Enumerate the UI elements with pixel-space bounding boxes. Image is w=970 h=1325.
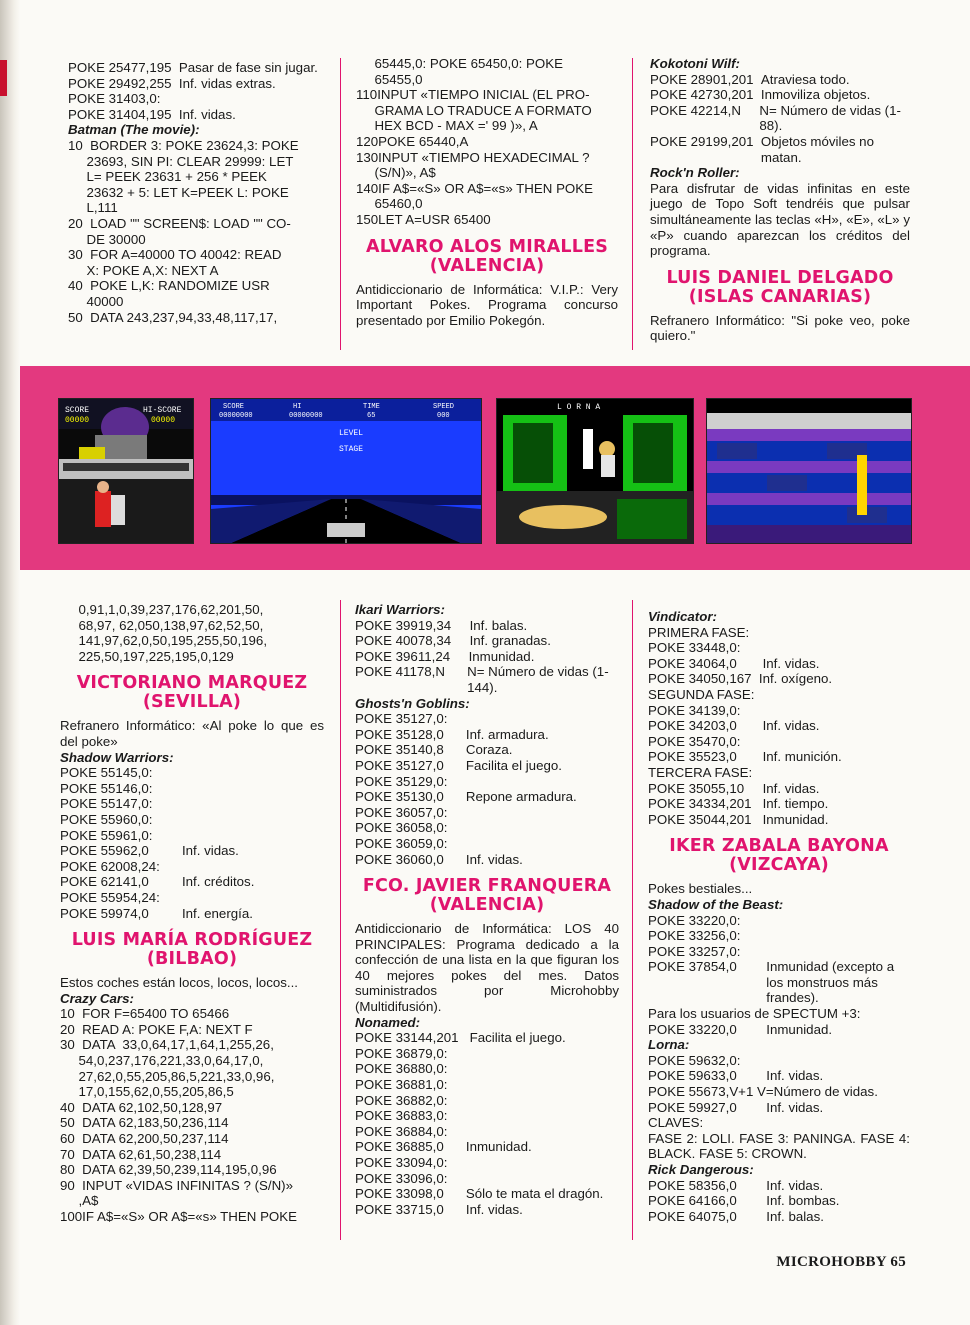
game-title: Lorna: [648, 1037, 690, 1053]
poke-code: POKE 59633,0 [648, 1068, 767, 1084]
poke-entry [355, 789, 619, 805]
poke-entry [648, 1178, 910, 1194]
poke-entry [648, 671, 910, 687]
poke-entry [648, 1209, 910, 1225]
poke-effect: Inf. tiempo. [762, 796, 829, 812]
cc-speed-label: SPEED [433, 403, 455, 411]
code-line: POKE 36059,0: [355, 835, 448, 851]
author-heading: IKER ZABALA BAYONA (VIZCAYA) [669, 836, 889, 876]
code-line: 50 DATA 243,237,94,33,48,117,17, [68, 309, 278, 325]
poke-entry [355, 852, 619, 868]
poke-effect: Inmunidad. [766, 1021, 833, 1037]
code-line: 150LET A=USR 65400 [356, 211, 491, 227]
poke-entry [355, 758, 619, 774]
code-line: 0,91,1,0,39,237,176,62,201,50, [60, 602, 264, 617]
sw-score-digits: 00000 [65, 416, 90, 425]
code-line: 23632 + 5: LET K=PEEK L: POKE [68, 184, 289, 200]
cc-level-label: LEVEL [339, 429, 364, 438]
paragraph: Para los usuarios de SPECTUM +3: [648, 1006, 861, 1022]
poke-effect: Inf. armadura. [465, 726, 549, 742]
page-spine [0, 0, 20, 1325]
author-heading: LUIS MARÍA RODRÍGUEZ (BILBAO) [71, 930, 313, 970]
poke-effect: Inf. vidas. [766, 1068, 824, 1084]
game-title: Rock'n Roller: [650, 165, 740, 181]
poke-code: POKE 35044,201 [648, 811, 763, 827]
code-line: POKE 36881,0: [355, 1077, 448, 1093]
poke-code: POKE 55673,V+1 [648, 1084, 758, 1100]
poke-code: POKE 64075,0 [648, 1208, 767, 1224]
cc-hi-label: HI [293, 403, 302, 411]
poke-entry [68, 60, 330, 76]
poke-code: POKE 34050,167 [648, 671, 759, 687]
column-rule [340, 58, 341, 350]
poke-code: POKE 34334,201 [648, 796, 763, 812]
poke-effect: Coraza. [465, 742, 513, 758]
cc-hi-digits: 00000000 [289, 412, 323, 420]
code-line: POKE 55145,0: [60, 765, 153, 781]
poke-entry [355, 1186, 619, 1202]
poke-entry [60, 874, 324, 890]
code-line: 141,97,62,0,50,195,255,50,196, [60, 633, 268, 649]
poke-effect: Inf. vidas. [465, 1201, 523, 1217]
poke-entry [650, 134, 910, 165]
paragraph: Pokes bestiales... [648, 881, 753, 897]
code-line: 90 INPUT «VIDAS INFINITAS ? (S/N)» [60, 1177, 294, 1193]
code-line: POKE 36883,0: [355, 1108, 448, 1124]
code-line: POKE 35470,0: [648, 733, 741, 749]
poke-effect: Inmoviliza objetos. [760, 87, 871, 103]
poke-entry [648, 749, 910, 765]
code-line: 40 POKE L,K: RANDOMIZE USR [68, 278, 270, 294]
code-line: POKE 55960,0: [60, 811, 153, 827]
game-title: Ghosts'n Goblins: [355, 695, 470, 711]
poke-entry [355, 633, 619, 649]
poke-code: POKE 29492,255 [68, 75, 179, 91]
code-line: L,111 [68, 200, 118, 216]
game-title: Ikari Warriors: [355, 602, 445, 617]
code-line: 225,50,197,225,195,0,129 [60, 648, 234, 664]
poke-entry [355, 1202, 619, 1218]
code-line: POKE 34139,0: [648, 702, 741, 718]
poke-effect: Inf. balas. [469, 617, 528, 633]
poke-effect: Facilita el juego. [465, 757, 562, 773]
column-rule [340, 600, 341, 1240]
poke-entry [68, 107, 330, 123]
cc-time-label: TIME [363, 403, 380, 411]
code-line: POKE 31403,0: [68, 91, 161, 107]
poke-code: POKE 35128,0 [355, 726, 466, 742]
poke-effect: Objetos móviles no matan. [760, 133, 874, 165]
column-top-2 [356, 56, 618, 328]
author-heading: FCO. JAVIER FRANQUERA (VALENCIA) [362, 876, 612, 916]
poke-effect: Pasar de fase sin jugar. [178, 60, 318, 75]
poke-effect: Inmunidad. [468, 648, 535, 664]
poke-entry [648, 1193, 910, 1209]
code-line: 65445,0: POKE 65450,0: POKE [356, 56, 563, 71]
poke-code: POKE 42214,N [650, 102, 760, 118]
poke-entry [650, 72, 910, 88]
code-line: 17,0,155,62,0,55,205,86,5 [60, 1084, 234, 1100]
paragraph: Antidiccionario de Informática: V.I.P.: Very Important Pokes. Programa concurso presentado por Emilio Pokegón. [356, 281, 618, 328]
code-line: POKE 55954,24: [60, 889, 160, 905]
poke-entry [355, 1030, 619, 1046]
poke-code: POKE 34203,0 [648, 718, 763, 734]
poke-code: POKE 64166,0 [648, 1193, 767, 1209]
code-line: 54,0,237,176,221,33,0,64,17,0, [60, 1053, 264, 1069]
poke-entry [648, 1100, 910, 1116]
poke-effect: Inf. energía. [181, 905, 253, 921]
poke-code: POKE 62141,0 [60, 874, 182, 890]
screenshot-lorna [496, 398, 694, 544]
poke-entry [355, 649, 619, 665]
code-line: POKE 33256,0: [648, 928, 741, 944]
poke-entry [355, 664, 619, 695]
poke-entry [355, 618, 619, 634]
column-bottom-1 [60, 602, 324, 1225]
poke-effect: Inf. vidas. [465, 851, 523, 867]
poke-effect: Sólo te mata el dragón. [465, 1186, 604, 1202]
code-line: 40 DATA 62,102,50,128,97 [60, 1099, 223, 1115]
poke-entry [650, 87, 910, 103]
code-line: 70 DATA 62,61,50,238,114 [60, 1146, 222, 1162]
column-top-3 [650, 56, 910, 344]
paragraph: Para disfrutar de vidas infinitas en este juego de Topo Soft tendréis que pulsar simultáneamente las teclas «H», «E», «L» y «P» cuando aparezcan los créditos del programa. [650, 180, 910, 259]
poke-code: POKE 40078,34 [355, 633, 470, 649]
page-footer: MICROHOBBY 65 [776, 1254, 906, 1270]
poke-code: POKE 59927,0 [648, 1099, 767, 1115]
code-line: POKE 59632,0: [648, 1052, 741, 1068]
poke-effect: Inf. vidas. [762, 780, 820, 796]
code-line: POKE 62008,24: [60, 858, 160, 874]
column-bottom-2 [355, 602, 619, 1217]
poke-code: POKE 33715,0 [355, 1201, 466, 1217]
poke-effect: Inf. vidas. [762, 655, 820, 671]
code-line: POKE 55961,0: [60, 827, 153, 843]
cc-stage-label: STAGE [339, 445, 364, 454]
game-title: Kokotoni Wilf: [650, 56, 740, 71]
poke-entry [650, 103, 910, 134]
poke-code: POKE 55962,0 [60, 843, 182, 859]
poke-code: POKE 35523,0 [648, 749, 763, 765]
code-line: 68,97, 62,050,138,97,62,52,50, [60, 617, 264, 633]
code-line: POKE 55146,0: [60, 780, 153, 796]
cc-score-digits: 00000000 [219, 412, 253, 420]
screenshot-crazy-cars [210, 398, 482, 544]
poke-effect: Inf. vidas. [762, 718, 820, 734]
poke-code: POKE 41178,N [355, 664, 468, 680]
code-line: POKE 36057,0: [355, 804, 448, 820]
code-line: 80 DATA 62,39,50,239,114,195,0,96 [60, 1162, 277, 1178]
code-line: X: POKE A,X: NEXT A [68, 262, 219, 278]
poke-code: POKE 35127,0 [355, 757, 466, 773]
poke-entry [648, 781, 910, 797]
code-line: PRIMERA FASE: [648, 624, 750, 640]
code-line: 140IF A$=«S» OR A$=«s» THEN POKE [356, 180, 594, 196]
code-line: 10 BORDER 3: POKE 23624,3: POKE [68, 137, 299, 153]
poke-effect: Inf. vidas. [178, 106, 236, 122]
code-line: 30 DATA 33,0,64,17,1,64,1,255,26, [60, 1037, 274, 1053]
poke-effect: Inf. vidas. [766, 1177, 824, 1193]
poke-code: POKE 33220,0 [648, 1021, 767, 1037]
code-line: POKE 36880,0: [355, 1061, 448, 1077]
poke-effect: Inf. balas. [766, 1208, 824, 1224]
paragraph: FASE 2: LOLI. FASE 3: PANINGA. FASE 4: BLACK. FASE 5: CROWN. [648, 1130, 910, 1162]
code-line: POKE 36879,0: [355, 1045, 448, 1061]
poke-effect: Inmunidad. [762, 811, 829, 827]
poke-effect: Facilita el juego. [469, 1030, 566, 1046]
poke-entry [648, 812, 910, 828]
poke-code: POKE 33144,201 [355, 1030, 470, 1046]
code-line: L= PEEK 23631 + 256 * PEEK [68, 169, 267, 185]
poke-effect: Inf. oxígeno. [758, 671, 833, 687]
poke-code: POKE 31404,195 [68, 106, 179, 122]
poke-code: POKE 37854,0 [648, 959, 767, 975]
code-line: DE 30000 [68, 231, 146, 247]
code-line: 65460,0 [356, 196, 423, 212]
poke-code: POKE 35130,0 [355, 789, 466, 805]
code-line: (S/N)», A$ [356, 165, 436, 181]
poke-code: POKE 59974,0 [60, 905, 182, 921]
code-line: POKE 35129,0: [355, 773, 448, 789]
poke-entry [648, 796, 910, 812]
poke-effect: Inf. créditos. [181, 874, 255, 890]
column-bottom-3 [648, 609, 910, 1224]
code-line: POKE 35127,0: [355, 711, 448, 727]
author-heading: ALVARO ALOS MIRALLES (VALENCIA) [365, 236, 609, 276]
poke-entry [68, 76, 330, 92]
game-title: Nonamed: [355, 1014, 421, 1030]
poke-effect: Inf. bombas. [766, 1193, 840, 1209]
code-line: 60 DATA 62,200,50,237,114 [60, 1131, 229, 1147]
poke-code: POKE 34064,0 [648, 655, 763, 671]
poke-code: POKE 33098,0 [355, 1186, 466, 1202]
cc-score-label: SCORE [223, 403, 245, 411]
poke-effect: N= Número de vidas (1-88). [759, 102, 901, 134]
code-line: POKE 36884,0: [355, 1123, 448, 1139]
paragraph: Refranero Informático: "Si poke veo, poke quiero." [650, 312, 910, 344]
screenshot-shadow-warriors [58, 398, 194, 544]
poke-effect: Inf. vidas. [181, 843, 239, 859]
poke-code: POKE 35055,10 [648, 780, 763, 796]
poke-entry [648, 959, 910, 1006]
poke-effect: Inf. munición. [762, 749, 842, 765]
poke-effect: Atraviesa todo. [760, 71, 850, 87]
cc-speed-value: 000 [437, 412, 450, 420]
game-title: Rick Dangerous: [648, 1162, 754, 1177]
author-heading: VICTORIANO MARQUEZ (SEVILLA) [76, 673, 308, 713]
poke-code: POKE 39611,24 [355, 648, 469, 664]
code-line: 110INPUT «TIEMPO INICIAL (EL PRO- [356, 87, 590, 103]
game-title: Shadow Warriors: [60, 749, 174, 765]
code-line: POKE 33094,0: [355, 1155, 448, 1170]
code-line: POKE 36058,0: [355, 820, 448, 836]
code-line: 20 LOAD "" SCREEN$: LOAD "" CO- [68, 215, 291, 231]
column-top-1 [68, 60, 330, 325]
game-title: Shadow of the Beast: [648, 896, 784, 912]
code-line: 40000 [68, 293, 124, 309]
code-line: HEX BCD - MAX =' 99 )», A [356, 118, 538, 134]
code-line: 65455,0 [356, 71, 423, 87]
game-title: Vindicator: [648, 609, 717, 624]
column-rule [632, 600, 633, 1240]
poke-entry [355, 727, 619, 743]
code-line: SEGUNDA FASE: [648, 686, 755, 702]
lorna-title: L O R N A [557, 403, 601, 412]
poke-entry [355, 742, 619, 758]
sw-hiscore-label: HI-SCORE [143, 406, 182, 415]
poke-effect: Inmunidad (excepto a los monstruos más frandes). [766, 959, 895, 1006]
poke-effect: V=Número de vidas. [757, 1084, 878, 1100]
cc-time-value: 65 [367, 412, 376, 420]
sw-score-label: SCORE [65, 406, 90, 415]
column-rule [632, 58, 633, 350]
poke-code: POKE 35140,8 [355, 742, 466, 758]
poke-effect: Inf. vidas. [766, 1099, 824, 1115]
poke-code: POKE 36060,0 [355, 851, 466, 867]
poke-code: POKE 39919,34 [355, 617, 470, 633]
code-line: 120POKE 65440,A [356, 133, 469, 149]
screenshot-rick-dangerous [706, 398, 912, 544]
game-title: Crazy Cars: [60, 990, 134, 1006]
code-line: GRAMA LO TRADUCE A FORMATO [356, 102, 592, 118]
code-line: 100IF A$=«S» OR A$=«s» THEN POKE [60, 1209, 298, 1224]
code-line: POKE 33257,0: [648, 943, 741, 959]
code-line: 30 FOR A=40000 TO 40042: READ [68, 247, 282, 263]
poke-code: POKE 42730,201 [650, 87, 761, 103]
poke-entry [648, 1084, 910, 1100]
poke-entry [355, 1139, 619, 1155]
poke-entry [648, 1022, 910, 1038]
poke-code: POKE 58356,0 [648, 1177, 767, 1193]
code-line: 130INPUT «TIEMPO HEXADECIMAL ? [356, 149, 590, 165]
game-title: Batman (The movie): [68, 122, 200, 138]
paragraph: Antidiccionario de Informática: LOS 40 PRINCIPALES: Programa dedicado a la confección de una lista en la que figuran los 40 mejores pokes del mes. Datos suministrados por Microhobby (Multidifusión). [355, 921, 619, 1015]
code-line: POKE 36882,0: [355, 1092, 448, 1108]
spine-tab [0, 60, 7, 96]
code-line: POKE 33096,0: [355, 1170, 448, 1186]
author-heading: LUIS DANIEL DELGADO (ISLAS CANARIAS) [666, 267, 894, 307]
code-line: POKE 33220,0: [648, 912, 741, 928]
sw-hiscore-digits: 00000 [151, 416, 176, 425]
poke-code: POKE 29199,201 [650, 133, 761, 149]
poke-effect: Inmunidad. [465, 1139, 532, 1155]
poke-code: POKE 28901,201 [650, 71, 761, 87]
code-line: ,A$ [60, 1193, 99, 1209]
code-line: 10 FOR F=65400 TO 65466 [60, 1006, 230, 1022]
paragraph: Estos coches están locos, locos, locos... [60, 975, 298, 991]
code-line: 23693, SIN PI: CLEAR 29999: LET [68, 153, 294, 169]
poke-entry [60, 906, 324, 922]
poke-code: POKE 36885,0 [355, 1139, 466, 1155]
code-line: POKE 55147,0: [60, 796, 153, 812]
paragraph: Refranero Informático: «Al poke lo que es del poke» [60, 718, 324, 749]
poke-code: POKE 25477,195 [68, 60, 179, 75]
poke-effect: Inf. granadas. [469, 633, 551, 649]
poke-effect: Repone armadura. [465, 789, 577, 805]
code-line: CLAVES: [648, 1115, 704, 1131]
poke-entry [648, 1068, 910, 1084]
poke-entry [648, 718, 910, 734]
code-line: 50 DATA 62,183,50,236,114 [60, 1115, 229, 1131]
code-line: POKE 33448,0: [648, 640, 741, 656]
poke-entry [60, 843, 324, 859]
poke-effect: N= Número de vidas (1-144). [467, 664, 609, 695]
code-line: 27,62,0,55,205,86,5,221,33,0,96, [60, 1068, 275, 1084]
code-line: 20 READ A: POKE F,A: NEXT F [60, 1021, 253, 1037]
poke-entry [648, 656, 910, 672]
code-line: TERCERA FASE: [648, 764, 753, 780]
poke-effect: Inf. vidas extras. [178, 75, 276, 91]
